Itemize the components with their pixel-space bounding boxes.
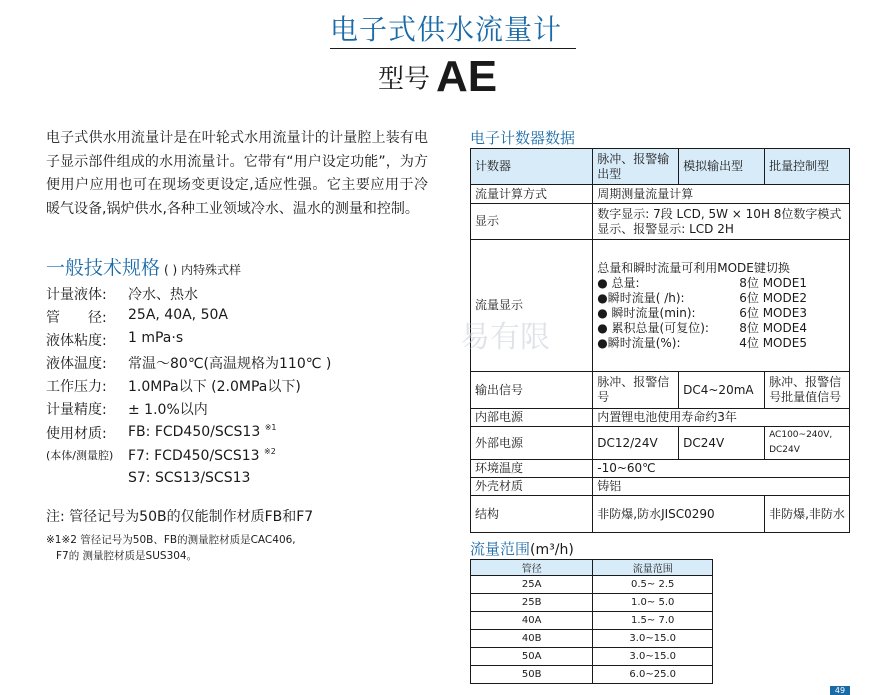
table-cell: 脉冲、报警信号: [593, 372, 679, 409]
table-cell: 3.0~15.0: [593, 630, 713, 648]
mode-value: 8位 MODE1: [739, 275, 807, 290]
table-cell: 外部电源: [471, 427, 593, 460]
mode-intro: 总量和瞬时流量可利用MODE键切换: [597, 260, 790, 275]
mode-label: ● 总量:: [597, 275, 640, 290]
table-row: [471, 666, 713, 684]
table-cell: 周期测量流量计算: [593, 185, 850, 204]
table-cell: 铸铝: [593, 478, 850, 496]
spec-heading-text: 一般技术规格: [46, 257, 161, 279]
spec-value: 1 mPa·s: [128, 330, 184, 346]
table-row: [471, 478, 850, 496]
mode-label: ●瞬时流量(%):: [597, 335, 681, 350]
table-cell: 非防爆,防水JISC0290: [593, 496, 765, 533]
mode-value: 6位 MODE3: [739, 305, 807, 320]
table-cell: 25A: [471, 576, 593, 594]
table-cell: 计数器: [471, 149, 593, 185]
list-item: [597, 276, 845, 291]
spec-key: 工作压力:: [46, 379, 107, 395]
intro-paragraph: 电子式供水用流量计是在叶轮式水用流量计的计量腔上装有电子显示部件组成的水用流量计。它带有“用户设定功能”，为方便用户应用也可在现场变更设定,适应性强。它主要应用于冷暖气设备,锅炉供水,各种工业领域冷水、温水的测量和控制。: [46, 130, 428, 217]
mode-value: 6位 MODE2: [739, 290, 807, 305]
table-header: 流量范围: [593, 560, 713, 576]
table-cell: [593, 240, 850, 372]
watermark: 易有限: [460, 320, 550, 355]
spec-key: 管 径:: [46, 310, 107, 326]
spec-value: ± 1.0%以内: [128, 402, 208, 418]
table-cell: 非防爆,非防水: [765, 496, 850, 533]
table-cell: DC4~20mA: [679, 372, 765, 409]
table-cell: 内部电源: [471, 409, 593, 427]
table-cell: 脉冲、报警输出型: [593, 149, 679, 185]
table-cell: DC24V: [679, 427, 765, 460]
spec-value-text: F7: FCD450/SCS13: [128, 448, 260, 464]
table-cell: 结构: [471, 496, 593, 533]
footnote-2: F7的 测量腔材质是SUS304。: [56, 550, 198, 562]
flow-range-title: 流量范围: [470, 540, 531, 558]
page-number: 49: [830, 686, 850, 695]
table-cell: AC100~240V, DC24V: [765, 427, 850, 460]
model-line: [378, 52, 497, 102]
model-label: 型号: [378, 64, 431, 95]
table-cell: 1.5~ 7.0: [593, 612, 713, 630]
model-value: AE: [436, 52, 498, 101]
table-row: [471, 594, 713, 612]
spec-value: [128, 447, 276, 464]
spec-heading: [46, 253, 241, 280]
table-row: [471, 204, 850, 240]
table-row: [471, 560, 713, 576]
table-row: [471, 496, 850, 533]
spec-value: 常温～80℃(高温规格为110℃ ): [128, 356, 332, 372]
spec-key: 液体温度:: [46, 356, 107, 372]
table-cell: 数字显示: 7段 LCD, 5W × 10H 8位数字模式显示、报警显示: LCD 2H: [593, 204, 850, 240]
table-cell: 0.5~ 2.5: [593, 576, 713, 594]
spec-key: 液体粘度:: [46, 333, 107, 349]
table-cell: 内置锂电池使用寿命约3年: [593, 409, 850, 427]
table-cell: 6.0~25.0: [593, 666, 713, 684]
table-cell: 25B: [471, 594, 593, 612]
list-item: [597, 321, 845, 336]
flow-range-unit: (m³/h): [530, 542, 574, 558]
title-divider: [330, 48, 576, 49]
counter-table-heading: 电子计数器数据: [470, 129, 576, 147]
mode-label: ● 累积总量(可复位):: [597, 320, 709, 335]
table-cell: 50B: [471, 666, 593, 684]
table-row: [471, 372, 850, 409]
counter-data-table: [470, 148, 850, 533]
spec-value: 1.0MPa以下 (2.0MPa以下): [128, 379, 301, 395]
table-cell: 输出信号: [471, 372, 593, 409]
table-header: 管径: [471, 560, 593, 576]
table-row: [471, 240, 850, 372]
table-cell: 外壳材质: [471, 478, 593, 496]
table-cell: 50A: [471, 648, 593, 666]
list-item: [597, 291, 845, 306]
table-cell: 脉冲、报警信号批量值信号: [765, 372, 850, 409]
spec-heading-note: ( ) 内特殊式样: [164, 263, 242, 277]
mode-label: ● 瞬时流量(min):: [597, 305, 696, 320]
spec-key: (本体/测量腔): [46, 449, 114, 462]
mode-label: ●瞬时流量( /h):: [597, 290, 685, 305]
spec-value: S7: SCS13/SCS13: [128, 470, 251, 486]
spec-value: 冷水、热水: [128, 287, 198, 303]
table-row: [471, 185, 850, 204]
table-cell: 40A: [471, 612, 593, 630]
table-cell: 40B: [471, 630, 593, 648]
footnote-mark: ※2: [264, 447, 276, 456]
table-row: [471, 149, 850, 185]
spec-key: 计量液体:: [46, 287, 107, 303]
footnote-1: ※1※2 管径记号为50B、FB的测量腔材质是CAC406,: [46, 534, 296, 546]
list-item: [597, 306, 845, 321]
flow-range-table: [470, 559, 713, 684]
spec-value: [128, 423, 276, 440]
table-cell: 3.0~15.0: [593, 648, 713, 666]
page-title: 电子式供水流量计: [329, 13, 562, 46]
table-cell: 环境温度: [471, 460, 593, 478]
table-row: [471, 630, 713, 648]
table-cell: 1.0~ 5.0: [593, 594, 713, 612]
table-row: [471, 427, 850, 460]
table-cell: 流量显示: [471, 240, 593, 372]
table-cell: 模拟输出型: [679, 149, 765, 185]
table-cell: -10~60℃: [593, 460, 850, 478]
footnote-mark: ※1: [264, 423, 277, 432]
table-cell: 显示: [471, 204, 593, 240]
spec-key: 计量精度:: [46, 402, 107, 418]
spec-key: 使用材质:: [46, 426, 107, 442]
table-row: [471, 612, 713, 630]
table-cell: DC12/24V: [593, 427, 679, 460]
table-row: [471, 409, 850, 427]
flow-range-heading: [470, 538, 574, 559]
material-note: 注: 管径记号为50B的仅能制作材质FB和F7: [46, 509, 314, 525]
table-row: [471, 648, 713, 666]
mode-value: 4位 MODE5: [739, 335, 807, 350]
table-row: [471, 576, 713, 594]
list-item: [597, 336, 845, 351]
table-cell: 批量控制型: [765, 149, 850, 185]
spec-value: 25A, 40A, 50A: [128, 307, 228, 323]
spec-value-text: FB: FCD450/SCS13: [128, 424, 261, 440]
table-row: [471, 460, 850, 478]
table-cell: 流量计算方式: [471, 185, 593, 204]
mode-value: 8位 MODE4: [739, 320, 807, 335]
